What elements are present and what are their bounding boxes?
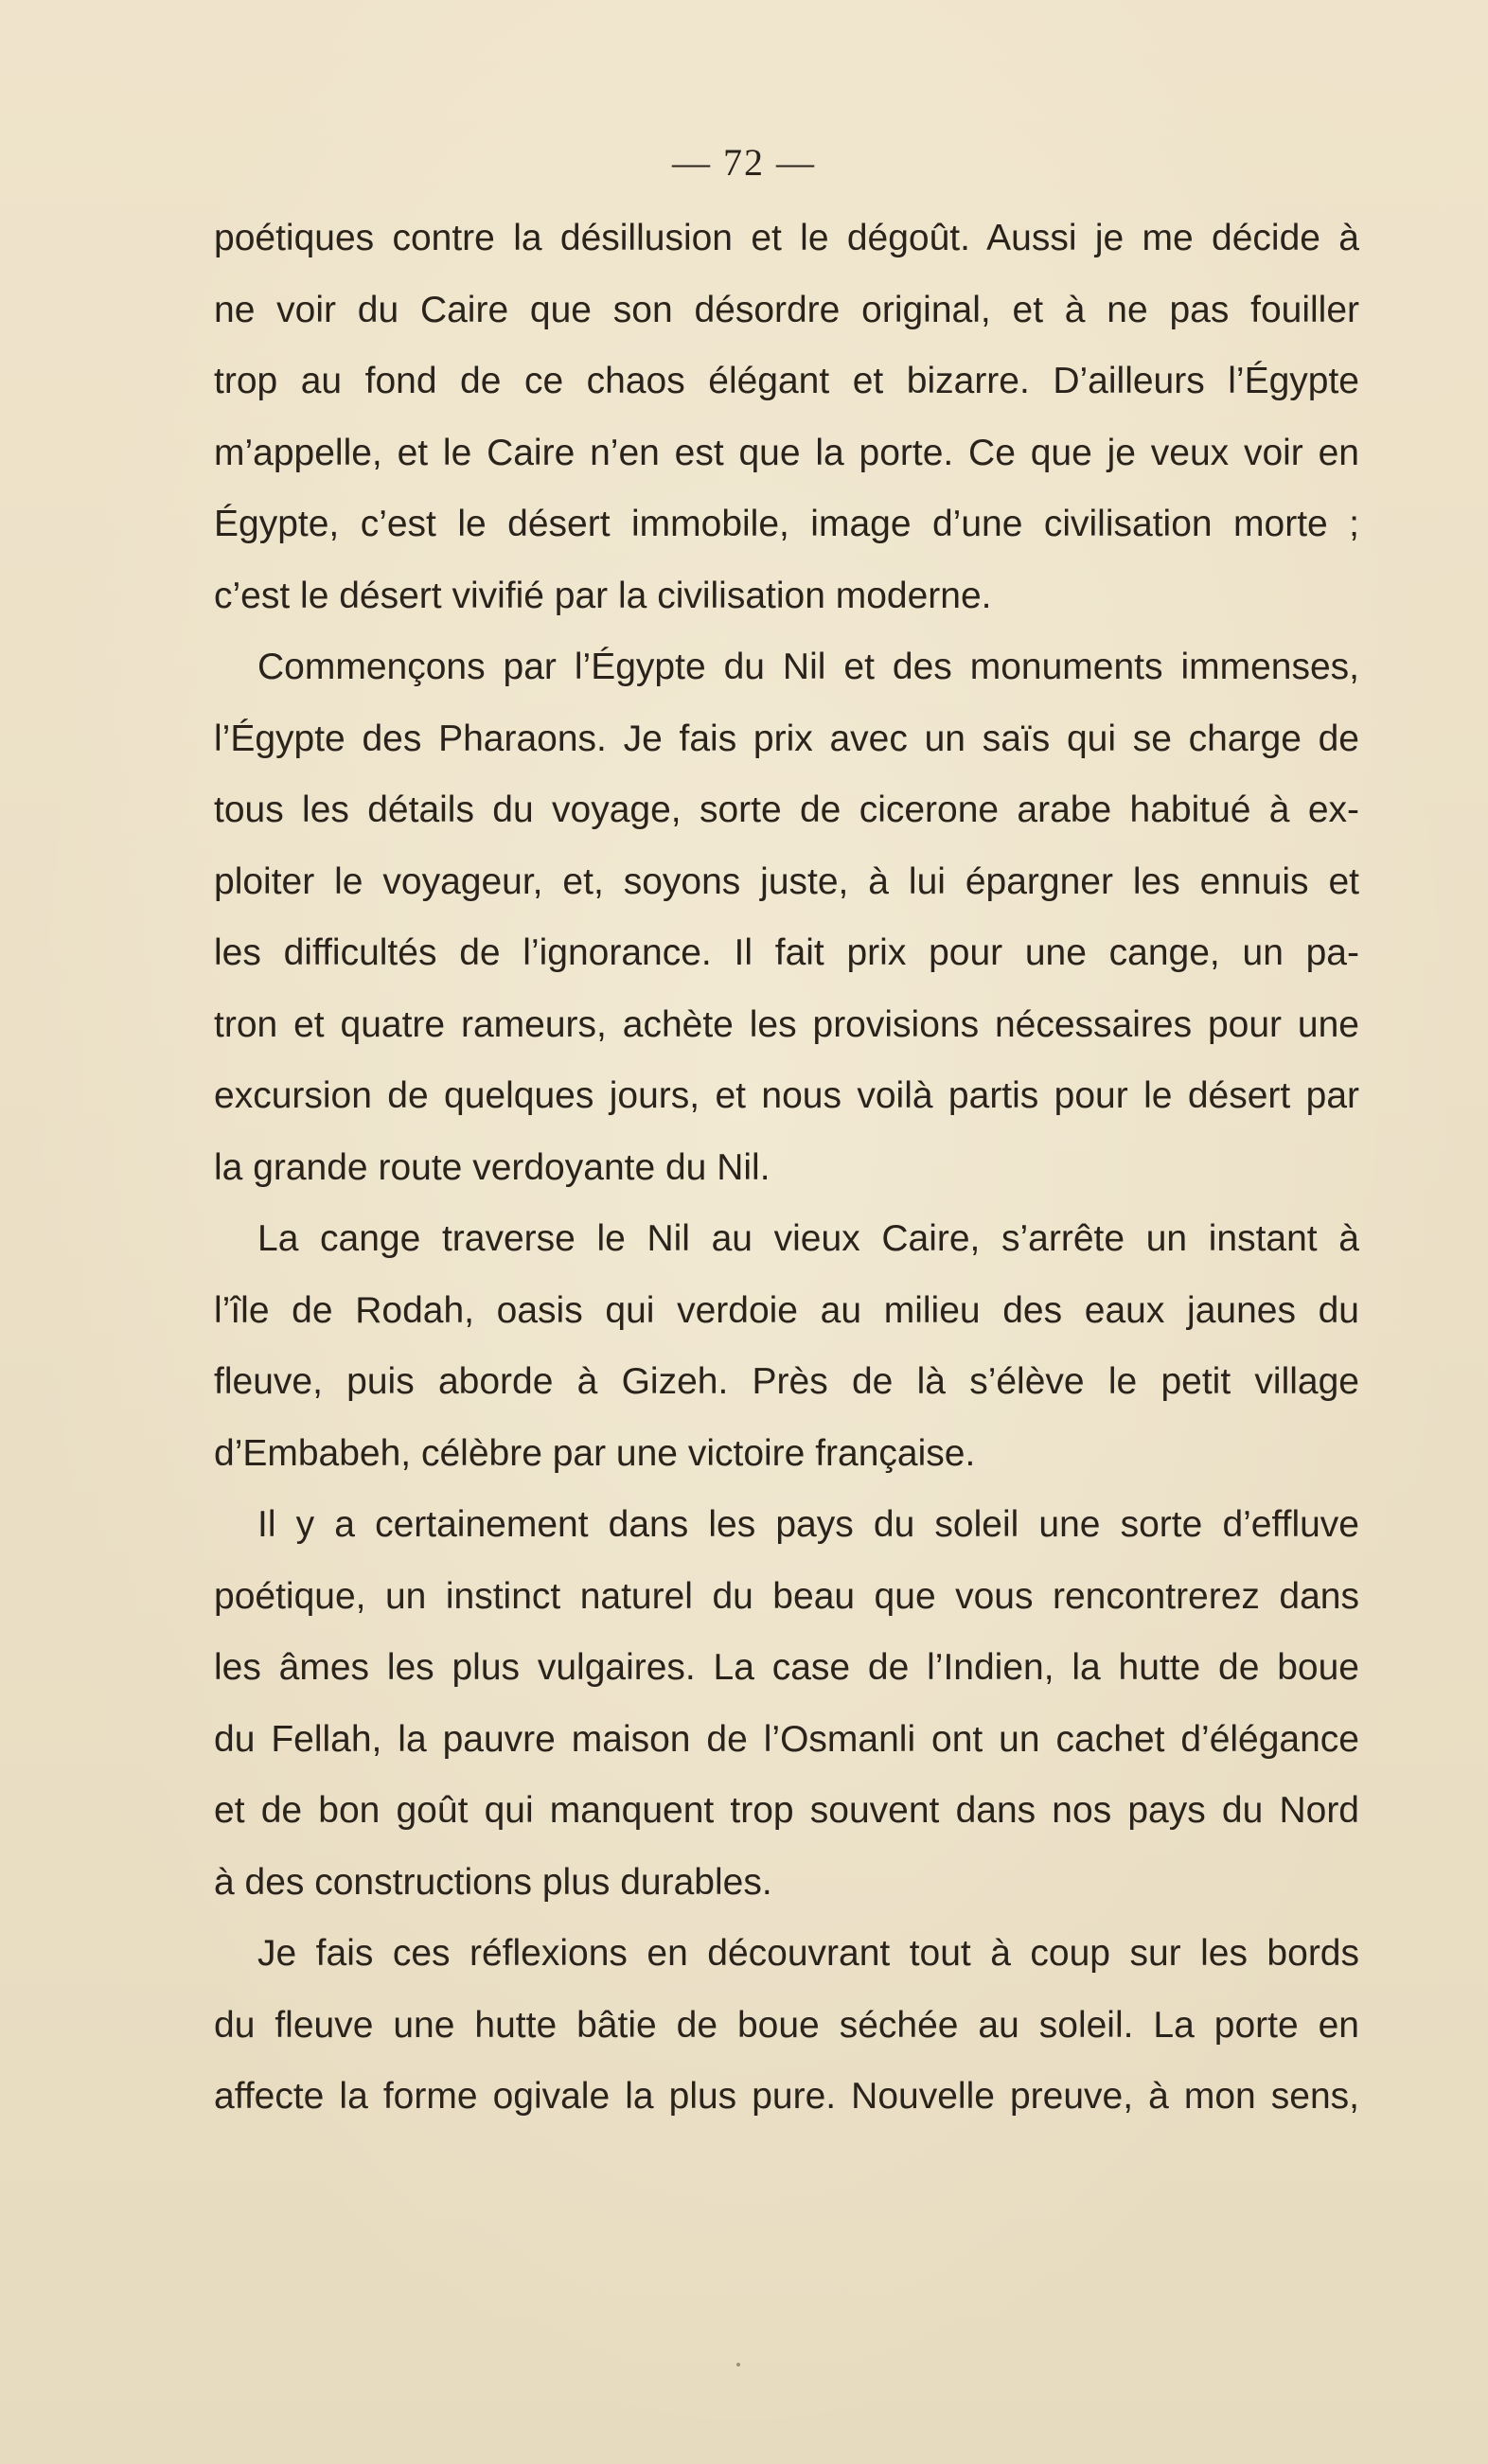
paper-speck: [736, 2363, 740, 2367]
text-line: c’est le désert vivifié par la civilisation moderne.: [214, 575, 992, 616]
text-line: et de bon goût qui manquent trop souvent dans nos pays du Nord: [214, 1790, 1359, 1831]
text-line: ploiter le voyageur, et, soyons juste, à lui épargner les ennuis et: [214, 860, 1359, 902]
text-line: les âmes les plus vulgaires. La case de l’Indien, la hutte de boue: [214, 1647, 1359, 1688]
text-line: Je fais ces réflexions en découvrant tout à coup sur les bords: [257, 1933, 1359, 1974]
text-line: ne voir du Caire que son désordre original, et à ne pas fouiller: [214, 289, 1359, 330]
paragraph: [214, 1918, 1359, 2133]
text-line: m’appelle, et le Caire n’en est que la porte. Ce que je veux voir en: [214, 432, 1359, 473]
paragraph: [214, 1203, 1359, 1489]
text-line: Égypte, c’est le désert immobile, image d’une civilisation morte ;: [214, 504, 1359, 544]
text-line: d’Embabeh, célèbre par une victoire française.: [214, 1432, 976, 1474]
paragraph: [214, 203, 1359, 631]
text-line: tron et quatre rameurs, achète les provisions nécessaires pour une: [214, 1003, 1359, 1045]
text-line: l’île de Rodah, oasis qui verdoie au milieu des eaux jaunes du: [214, 1289, 1359, 1331]
text-line: trop au fond de ce chaos élégant et bizarre. D’ailleurs l’Égypte: [214, 361, 1359, 401]
text-line: fleuve, puis aborde à Gizeh. Près de là s’élève le petit village: [214, 1361, 1359, 1402]
body-text: [214, 203, 1359, 2133]
text-line: la grande route verdoyante du Nil.: [214, 1146, 771, 1188]
text-line: Il y a certainement dans les pays du soleil une sorte d’effluve: [257, 1504, 1359, 1545]
text-line: excursion de quelques jours, et nous voilà partis pour le désert par: [214, 1075, 1359, 1116]
text-line: Commençons par l’Égypte du Nil et des monuments immenses,: [257, 647, 1359, 687]
page-number: — 72 —: [672, 141, 816, 184]
text-line: du Fellah, la pauvre maison de l’Osmanli ont un cachet d’élégance: [214, 1718, 1359, 1760]
text-line: du fleuve une hutte bâtie de boue séchée au soleil. La porte en: [214, 2004, 1359, 2046]
text-line: La cange traverse le Nil au vieux Caire, s’arrête un instant à: [257, 1218, 1359, 1259]
text-line: tous les détails du voyage, sorte de cicerone arabe habitué à ex-: [214, 789, 1359, 830]
paragraph: [214, 631, 1359, 1203]
text-line: poétique, un instinct naturel du beau que vous rencontrerez dans: [214, 1575, 1359, 1617]
text-line: poétiques contre la désillusion et le dégoût. Aussi je me décide à: [214, 218, 1359, 258]
text-line: à des constructions plus durables.: [214, 1861, 772, 1903]
paragraph: [214, 1489, 1359, 1918]
text-line: les difficultés de l’ignorance. Il fait prix pour une cange, un pa-: [214, 932, 1359, 973]
text-line: affecte la forme ogivale la plus pure. Nouvelle preuve, à mon sens,: [214, 2076, 1359, 2117]
text-line: l’Égypte des Pharaons. Je fais prix avec un saïs qui se charge de: [214, 718, 1359, 759]
